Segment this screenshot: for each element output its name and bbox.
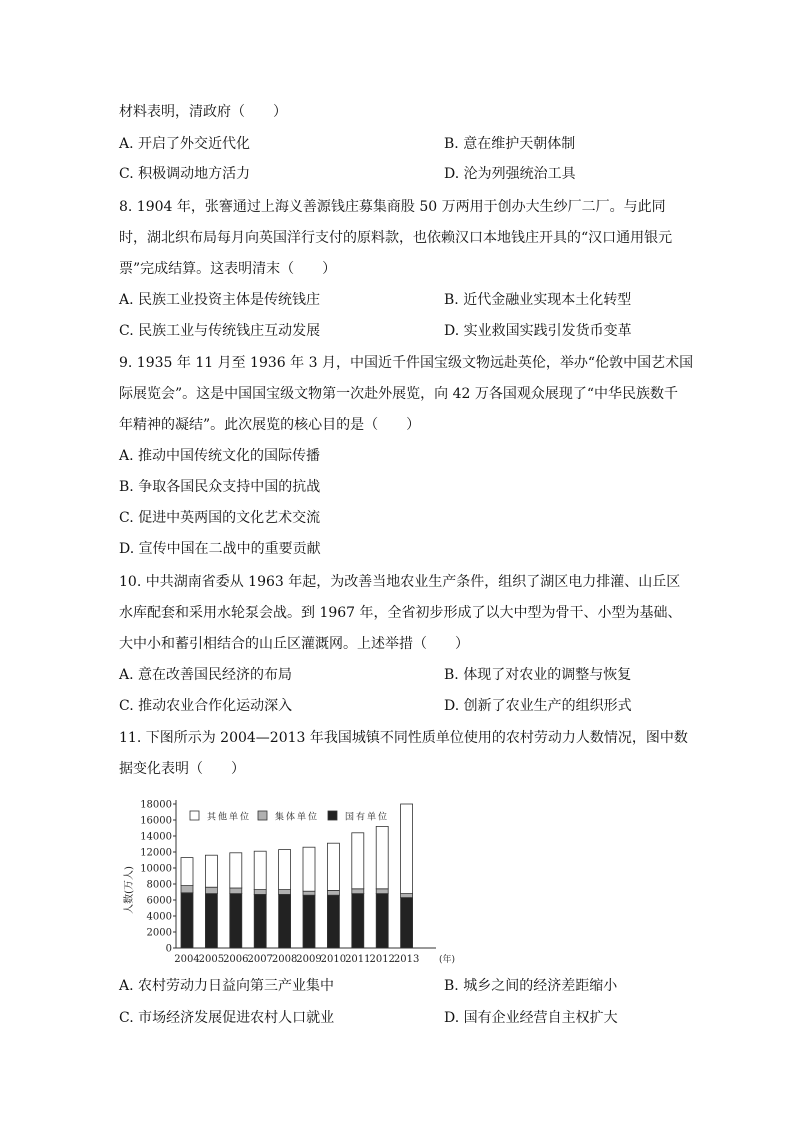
bar-segment <box>327 890 339 895</box>
bar-segment <box>303 847 315 891</box>
legend-swatch <box>328 811 337 820</box>
bar-segment <box>205 887 217 893</box>
y-tick-label: 0 <box>165 943 172 955</box>
bar-segment <box>279 894 291 948</box>
q10-stem-line-2: 水库配套和采用水轮泵会战。到 1967 年，全省初步形成了以大中型为骨干、小型为基础、 <box>119 605 682 621</box>
q9-option-c: C. 促进中英两国的文化艺术交流 <box>119 510 321 526</box>
bar-segment <box>327 895 339 948</box>
bar-segment <box>181 893 193 948</box>
q11-option-a: A. 农村劳动力日益向第三产业集中 <box>119 978 335 994</box>
q11-option-b: B. 城乡之间的经济差距缩小 <box>444 978 618 994</box>
q11-option-c: C. 市场经济发展促进农村人口就业 <box>119 1010 335 1026</box>
x-tick-label: 2009 <box>296 954 322 965</box>
q11-stem-line-2: 据变化表明（ ） <box>119 761 245 777</box>
y-tick-label: 16000 <box>140 815 172 827</box>
bar-segment <box>279 850 291 890</box>
q10-option-a: A. 意在改善国民经济的布局 <box>119 667 293 683</box>
legend-swatch <box>258 811 267 820</box>
x-tick-label: 2010 <box>320 954 347 965</box>
bar-segment <box>352 889 364 894</box>
q8-option-a: A. 民族工业投资主体是传统钱庄 <box>119 292 321 308</box>
bar-segment <box>181 858 193 886</box>
bar-segment <box>401 894 413 898</box>
bar-segment <box>401 898 413 948</box>
legend-label: 集体单位 <box>275 812 320 823</box>
q7-option-b: B. 意在维护天朝体制 <box>444 136 576 152</box>
y-axis-label: 人数(万人) <box>124 866 135 914</box>
q7-option-d: D. 沦为列强统治工具 <box>444 166 576 182</box>
q7-option-a: A. 开启了外交近代化 <box>119 136 251 152</box>
legend-label: 其他单位 <box>207 812 252 823</box>
bar-segment <box>254 894 266 948</box>
bar-segment <box>205 894 217 948</box>
y-tick-label: 4000 <box>146 911 172 923</box>
q9-option-d: D. 宣传中国在二战中的重要贡献 <box>119 541 321 557</box>
bar-segment <box>352 894 364 948</box>
q9-stem-line-3: 年精神的凝结”。此次展览的核心目的是（ ） <box>119 417 421 433</box>
x-tick-label: 2008 <box>271 954 298 965</box>
bar-segment <box>230 888 242 894</box>
x-tick-label: 2005 <box>198 954 225 965</box>
y-tick-label: 10000 <box>140 863 172 875</box>
y-tick-label: 14000 <box>140 831 172 843</box>
q10-option-d: D. 创新了农业生产的组织形式 <box>444 698 632 714</box>
q11-option-d: D. 国有企业经营自主权扩大 <box>444 1010 618 1026</box>
q9-option-a: A. 推动中国传统文化的国际传播 <box>119 448 321 464</box>
legend-swatch <box>190 811 199 820</box>
q8-stem-line-1: 8. 1904 年，张謇通过上海义善源钱庄募集商股 50 万两用于创办大生纱厂二厂。与此同 <box>119 199 666 215</box>
q9-option-b: B. 争取各国民众支持中国的抗战 <box>119 479 321 495</box>
q8-option-c: C. 民族工业与传统钱庄互动发展 <box>119 323 321 339</box>
q8-stem-line-3: 票”完成结算。这表明清末（ ） <box>119 261 337 277</box>
q8-option-b: B. 近代金融业实现本土化转型 <box>444 292 632 308</box>
bar-segment <box>279 890 291 895</box>
bar-segment <box>181 886 193 893</box>
legend-label: 国有单位 <box>345 812 390 823</box>
stacked-bar-chart <box>118 790 456 970</box>
q10-option-c: C. 推动农业合作化运动深入 <box>119 698 293 714</box>
bar-segment <box>401 804 413 894</box>
x-unit-label: (年) <box>439 955 456 965</box>
y-tick-label: 2000 <box>146 927 172 939</box>
bar-segment <box>303 891 315 895</box>
bar-segment <box>230 853 242 888</box>
q10-stem-line-3: 大中小和蓄引相结合的山丘区灌溉网。上述举措（ ） <box>119 636 469 652</box>
q10-option-b: B. 体现了对农业的调整与恢复 <box>444 667 632 683</box>
bar-segment <box>254 851 266 889</box>
bar-segment <box>254 890 266 895</box>
q10-stem-line-1: 10. 中共湖南省委从 1963 年起，为改善当地农业生产条件，组织了湖区电力排灌、山丘区 <box>119 574 681 590</box>
x-tick-label: 2007 <box>247 954 273 965</box>
q8-option-d: D. 实业救国实践引发货币变革 <box>444 323 632 339</box>
bar-segment <box>230 894 242 948</box>
q8-stem-line-2: 时，湖北织布局每月向英国洋行支付的原料款，也依赖汉口本地钱庄开具的“汉口通用银元 <box>119 230 673 246</box>
bar-segment <box>376 894 388 948</box>
y-tick-label: 8000 <box>146 879 172 891</box>
x-tick-label: 2012 <box>369 954 395 965</box>
x-tick-label: 2004 <box>174 954 200 965</box>
bar-segment <box>205 855 217 887</box>
y-tick-label: 18000 <box>140 799 172 811</box>
q9-stem-line-2: 际展览会”。这是中国国宝级文物第一次赴外展览，向 42 万各国观众展现了“中华民族数千 <box>119 386 679 402</box>
bar-segment <box>376 889 388 894</box>
q11-stem-line-1: 11. 下图所示为 2004—2013 年我国城镇不同性质单位使用的农村劳动力人数情况，图中数 <box>119 730 688 746</box>
y-tick-label: 12000 <box>140 847 172 859</box>
bar-segment <box>352 833 364 889</box>
bar-segment <box>303 895 315 948</box>
x-tick-label: 2011 <box>345 954 371 965</box>
bar-segment <box>376 826 388 888</box>
bar-segment <box>327 843 339 890</box>
q7-stem-tail: 材料表明，清政府（ ） <box>119 104 287 120</box>
x-tick-label: 2006 <box>223 954 249 965</box>
q9-stem-line-1: 9. 1935 年 11 月至 1936 年 3 月，中国近千件国宝级文物远赴英伦，举办“伦敦中国艺术国 <box>119 355 694 371</box>
y-tick-label: 6000 <box>146 895 172 907</box>
x-tick-label: 2013 <box>393 954 420 965</box>
q7-option-c: C. 积极调动地方活力 <box>119 166 251 182</box>
